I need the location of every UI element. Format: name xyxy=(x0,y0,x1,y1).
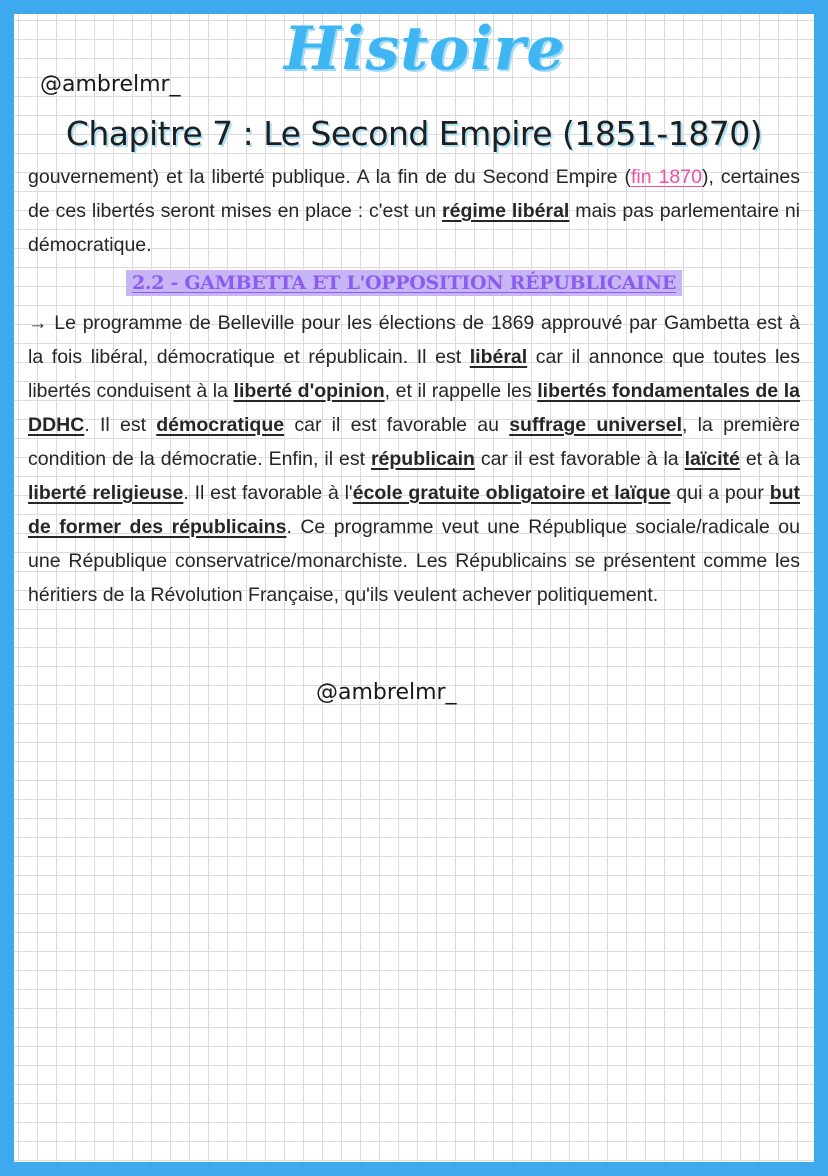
text: , la première condition de la démocratie. Enfin, il est xyxy=(28,414,801,470)
keyword: démocratique xyxy=(156,414,285,436)
keyword: libertés fondamentales de la DDHC xyxy=(28,380,800,436)
text: , et il rappelle les xyxy=(384,380,538,402)
keyword: suffrage universel xyxy=(509,414,682,436)
keyword: laïcité xyxy=(684,448,740,470)
text: qui a pour xyxy=(670,482,770,504)
text: → Le programme de Belleville pour les élections de 1869 approuvé par Gambetta est à la fois libéral, démocratique et républicain. Il est xyxy=(28,312,800,368)
chapter-title: Chapitre 7 : Le Second Empire (1851-1870) xyxy=(65,114,763,153)
notes-page xyxy=(14,14,814,1162)
keyword: régime libéral xyxy=(442,200,570,222)
text: . Il est favorable à l' xyxy=(183,482,353,504)
text: . Il est xyxy=(84,414,157,436)
text: . Ce programme veut une République sociale/radicale ou une République conservatrice/monarchiste. Les Républicains se présentent comme les héritiers de la Révolution Française, qu'ils veulent achever politiquement. xyxy=(28,516,800,606)
author-handle: @ambrelmr_ xyxy=(40,72,181,97)
keyword: école gratuite obligatoire et laïque xyxy=(352,482,671,504)
section-heading: 2.2 - GAMBETTA ET L'OPPOSITION RÉPUBLICAINE xyxy=(126,270,682,296)
keyword-date: fin 1870 xyxy=(631,166,702,188)
paragraph-intro xyxy=(28,160,800,262)
keyword: liberté religieuse xyxy=(28,482,184,504)
text: car il est favorable au xyxy=(284,414,510,436)
keyword: libéral xyxy=(469,346,528,368)
keyword: républicain xyxy=(370,448,475,470)
footer-handle: @ambrelmr_ xyxy=(316,680,457,705)
keyword: liberté d'opinion xyxy=(233,380,385,402)
page-title: Histoire xyxy=(284,14,566,84)
text: car il annonce que toutes les libertés conduisent à la xyxy=(28,346,800,402)
text: ), certaines de ces libertés seront mises en place : c'est un xyxy=(28,166,800,222)
text: gouvernement) et la liberté publique. A la fin de du Second Empire ( xyxy=(28,166,632,188)
keyword: but de former des républicains xyxy=(28,482,801,538)
text: mais pas parlementaire ni démocratique. xyxy=(28,200,801,256)
text: et à la xyxy=(739,448,800,470)
text: car il est favorable à la xyxy=(474,448,685,470)
paragraph-programme xyxy=(28,306,800,612)
